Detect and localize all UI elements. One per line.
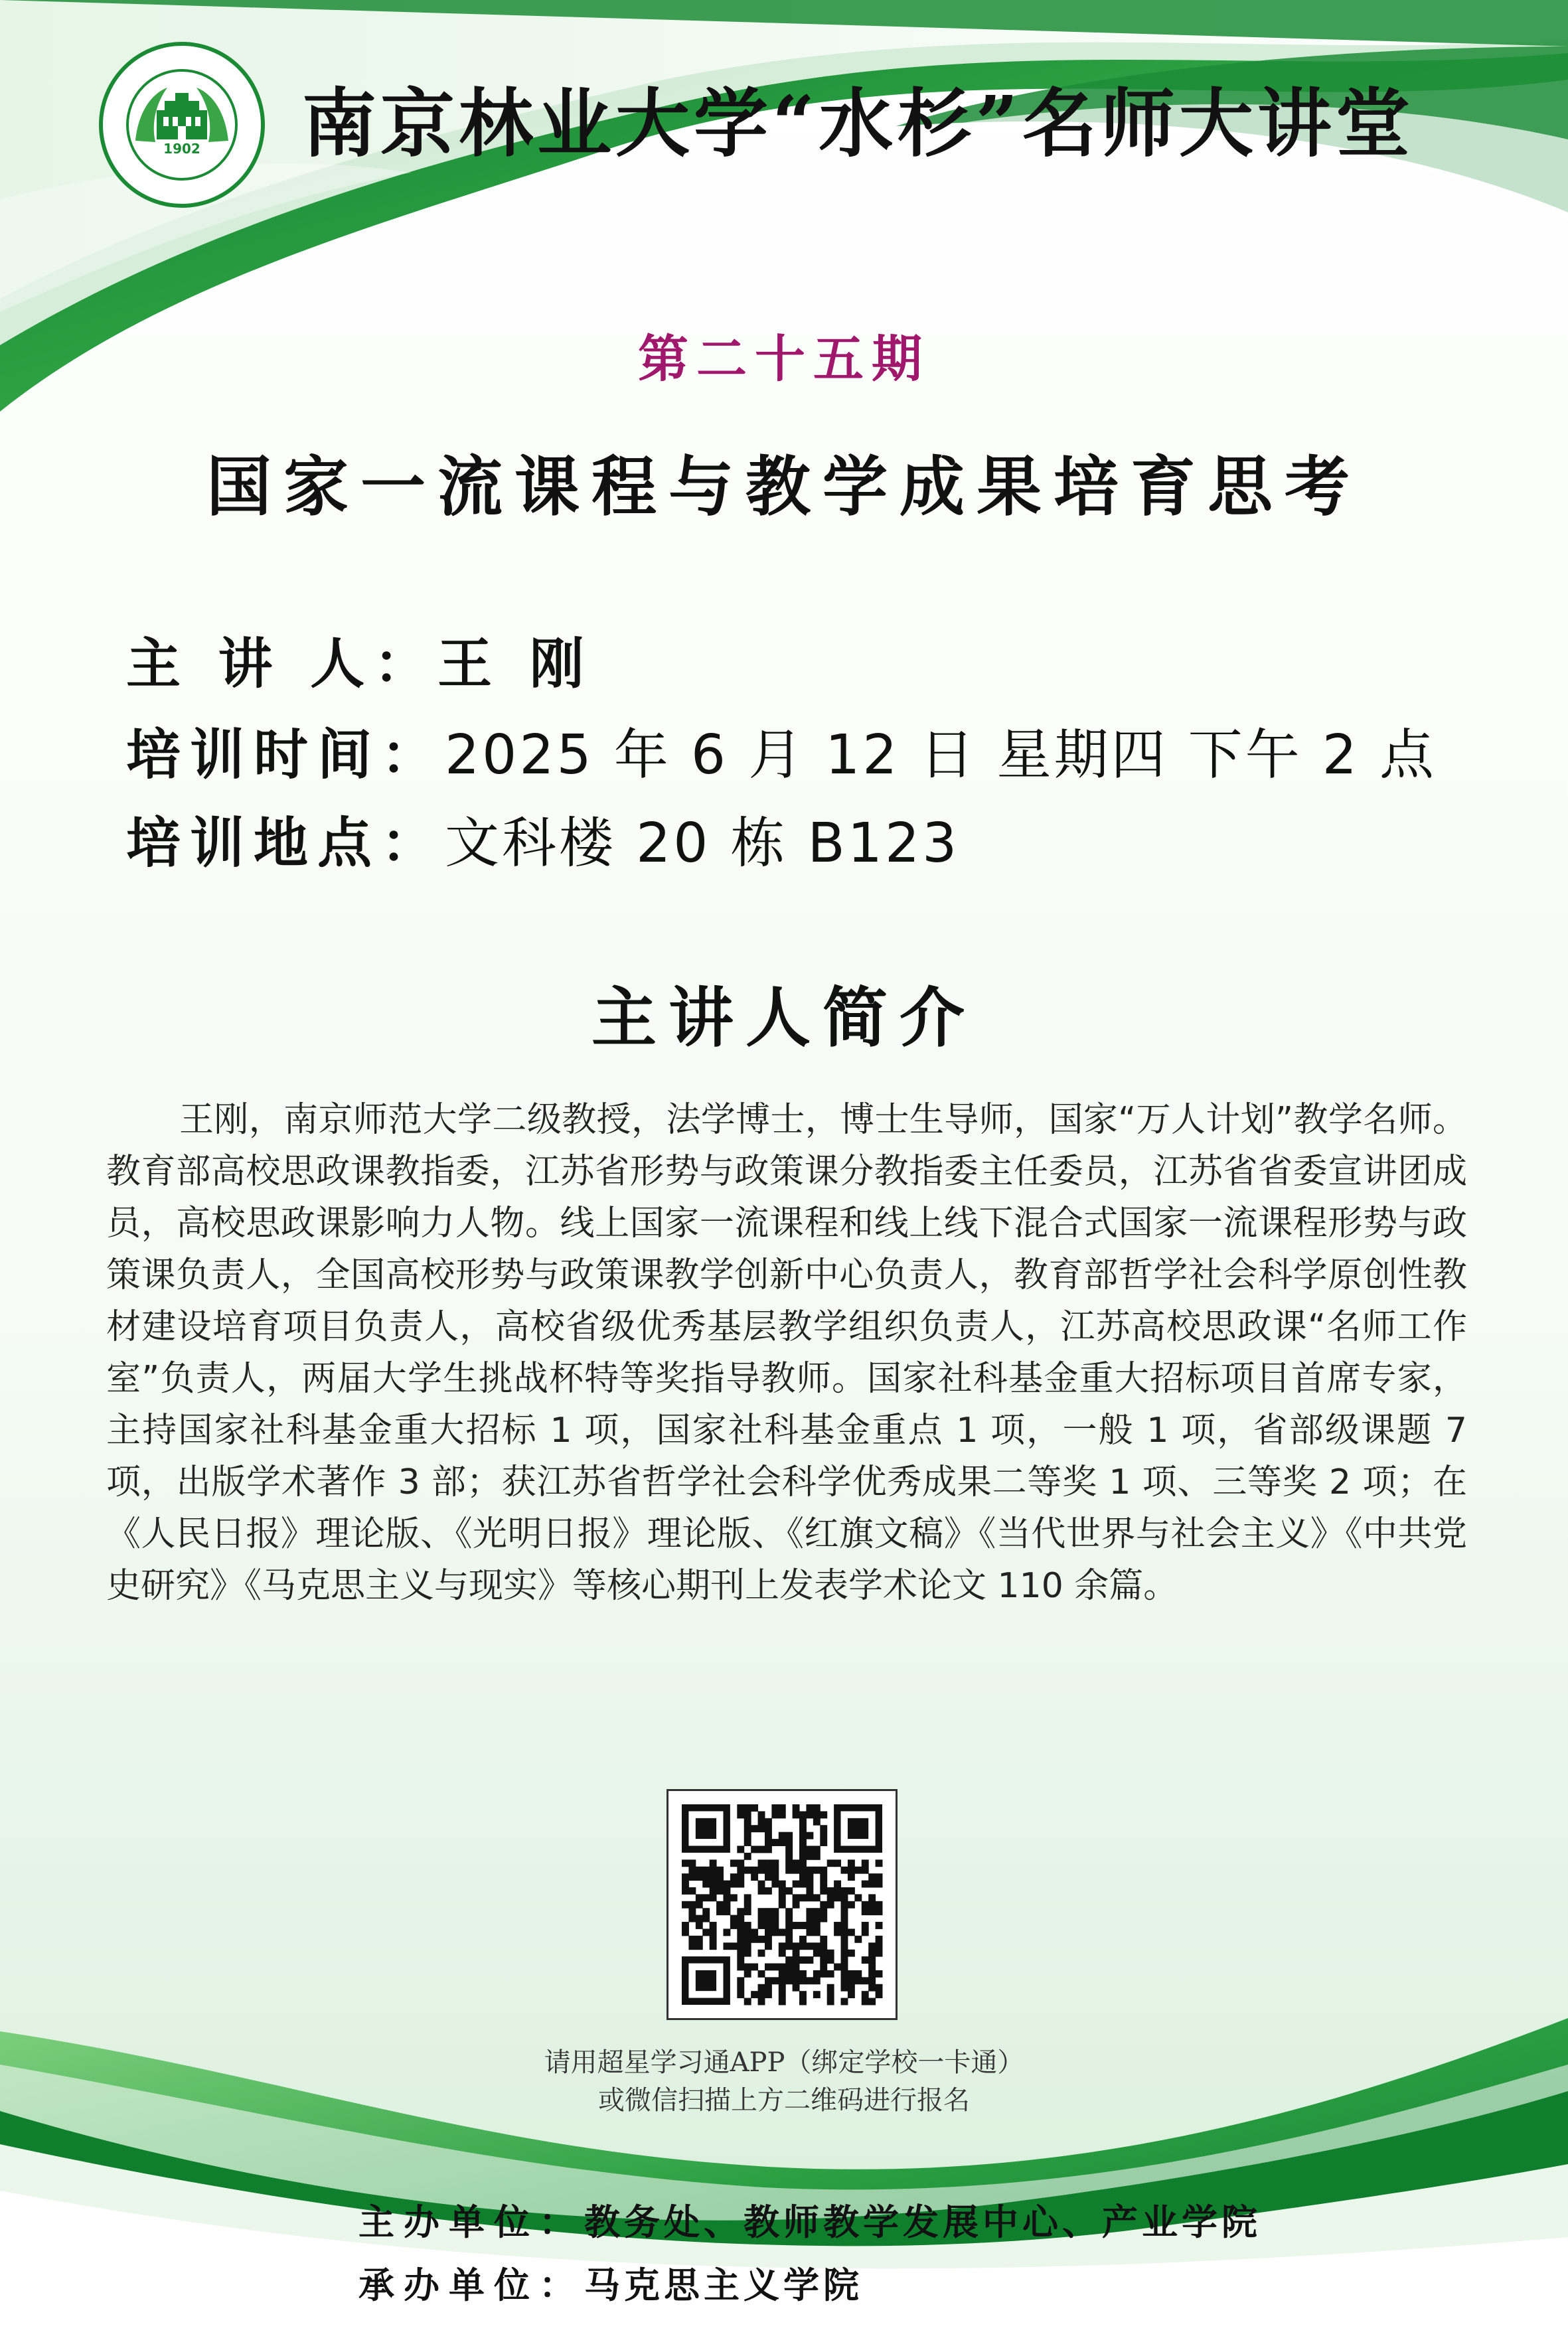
intro-heading: 主讲人简介 [591, 980, 977, 1056]
organizer-row [358, 2257, 863, 2308]
location-value: 文科楼 20 栋 B123 [445, 812, 960, 875]
location-row [126, 800, 1520, 878]
time-label: 培训时间： [126, 723, 445, 787]
registration-qr-code[interactable] [666, 1789, 898, 2020]
organizer-value: 马克思主义学院 [584, 2264, 863, 2306]
time-row [126, 712, 1520, 789]
time-value: 2025 年 6 月 12 日 星期四 下午 2 点 [445, 724, 1437, 787]
host-label: 主办单位： [358, 2201, 584, 2243]
university-logo [98, 41, 266, 208]
speaker-row [126, 621, 1520, 698]
speaker-bio: 王刚，南京师范大学二级教授，法学博士，博士生导师，国家“万人计划”教学名师。教育部高校思政课教指委，江苏省形势与政策课分教指委主任委员，江苏省省委宣讲团成员，高校思政课影响力人物。线上国家一流课程和线上线下混合式国家一流课程形势与政策课负责人，全国高校形势与政策课教学创新中心负责人，教育部哲学社会科学原创性教材建设培育项目负责人，高校省级优秀基层教学组织负责人，江苏高校思政课“名师工作室”负责人，两届大学生挑战杯特等奖指导教师。国家社科基金重大招标项目首席专家，主持国家社科基金重大招标 1 项，国家社科基金重点 1 项，一般 1 项，省部级课题 7 项，出版学术著作 3 部；获江苏省哲学社会科学优秀成果二等奖 1 项、三等奖 2 项；在《人民日报》理论版、《光明日报》理论版、《红旗文稿》《当代世界与社会主义》《中共党史研究》《马克思主义与现实》等核心期刊上发表学术论文 110 余篇。 [106, 1100, 1467, 1606]
lecture-title: 国家一流课程与教学成果培育思考 [206, 449, 1362, 525]
logo-year: 1902 [163, 141, 200, 157]
host-value: 教务处、教师教学发展中心、产业学院 [584, 2201, 1261, 2243]
host-row [358, 2194, 1261, 2245]
registration-line-2: 或微信扫描上方二维码进行报名 [598, 2085, 970, 2116]
organizer-label: 承办单位： [358, 2264, 584, 2306]
header-title: 南京林业大学“水杉”名师大讲堂 [302, 80, 1414, 167]
registration-line-1: 请用超星学习通APP（绑定学校一卡通） [544, 2047, 1024, 2078]
qr-code-icon [668, 1791, 896, 2018]
speaker-value: 王 刚 [437, 632, 593, 696]
speaker-label: 主 讲 人： [126, 632, 438, 696]
location-label: 培训地点： [126, 811, 445, 875]
issue-number: 第二十五期 [638, 329, 930, 388]
